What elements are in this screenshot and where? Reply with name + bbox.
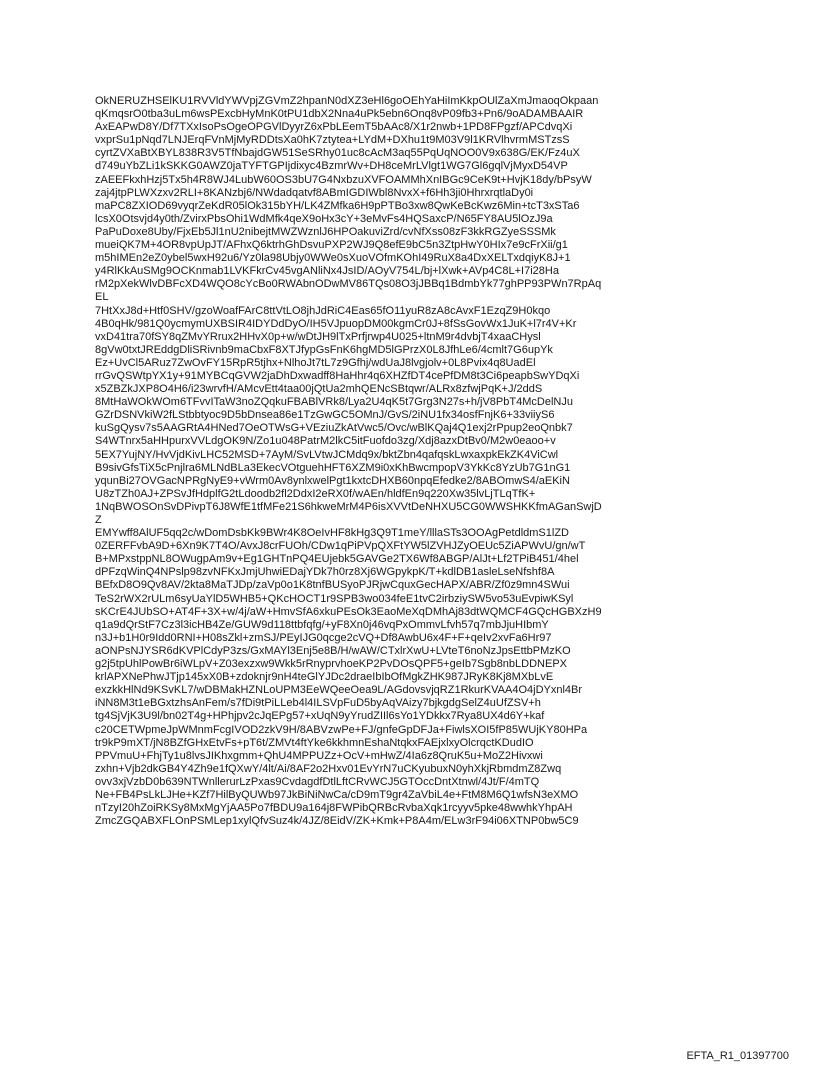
text-line: S4WTnrx5aHHpurxVVLdgOK9N/Zo1u048PatrM2lkC5itFuofdo3zg/Xdj8azxDtBv0/M2w0eaoo+v [95, 435, 556, 448]
text-line: lcsX0Otsvjd4y0th/ZvirxPbsOhi1WdMfk4qeX9oHx3cY+3eMvFs4HQSaxcP/N65FY8AU5lOzJ9a [95, 212, 553, 225]
text-line: GZrDSNVkiW2fLStbbtyoc9D5bDnsea86e1TzGwGC5OMnJ/GvS/2iNU1fx34osfFnjK6+33viiyS6 [95, 409, 555, 422]
text-line: AxEAPwD8Y/Df7TXxIsoPsOgeOPGVlDyyrZ6xPbLEemT5bAAc8/X1r2nwb+1PD8FPgzf/APCdvqXi [95, 121, 573, 134]
text-line: PaPuDoxe8Uby/FjxEb5Jl1nU2nibejtMWZWznlJ6HPOakuviZrd/cvNfXss08zF3kkRGZyeSSSMk [95, 225, 556, 238]
text-line: EL [95, 291, 109, 304]
text-line: iNN8M3t1eBGxtzhsAnFem/s7fDi9tPiLLeb4l4ILSVpFuD5byAqVAizy7bjkgdgSelZ4uUfZSV+h [95, 697, 541, 710]
text-line: TeS2rWX2rULm6syUaYlD5WHB5+QKcHOCT1r9SPB3wo034feE1tvC2irbziySW5vo53uEvpiwKSyl [95, 592, 574, 605]
text-line: rrGvQSWtpYX1y+91MYBCqGVW2jaDhDxwadff8HaHhr4q6XHZfDT4cePfDM8t3Ci6peapbSwYDqXi [95, 369, 580, 382]
text-line: q1a9dQrStF7Cz3l3icHB4Ze/GUW9d118ttbfqfg/+yF8Xn0j46vqPxOmmvLfvh57q7mbJjuHIbmY [95, 618, 549, 631]
text-line: cyrtZVXaBtXBYL838R3V5TfNbajdGW51SeSRhy01uc8cAcM3aq55PqUqNOO0V9x638G/EK/Fz4uX [95, 147, 580, 160]
text-line: nTzyI20hZoiRKSy8MxMgYjAA5Po7fBDU9a164j8FWPibQRBcRvbaXqk1rcyyv5pke48wwhkYhpAH [95, 802, 573, 815]
text-line: 4B0qHk/981Q0ycmymUXBSIR4IDYDdDyO/IH5VJpuopDM00kgmCr0J+8fSsGovWx1JuK+l7r4V+Kr [95, 317, 577, 330]
text-line: 8gVw0txtJREddgDliSRivnb9maCbxF8XTJfypGsFnK6hgMD5lGPrzX0L8JfhLe6/4cmlt7G6upYk [95, 343, 553, 356]
text-line: 0ZERFFvbA9D+6Xn9K7T4O/AvxJ8crFUOh/CDw1qPiPVpQXFtYW5lZVHJZyOEUc5ZiAPWvU/gn/wT [95, 540, 586, 553]
document-id-footer: EFTA_R1_01397700 [686, 1050, 789, 1062]
text-line: m5hIMEn2eZ0ybel5wxH92u6/Yz0la98Ubjy0WWe0sXuoVOfmKOhI49RuX8a4DxXELTxdqiyK8J+1 [95, 252, 571, 265]
text-line: 7HtXxJ8d+Htf0SHV/gzoWoafFArC8ttVtLO8jhJdRiC4Eas65fO11yuR8zA8cAvxF1EzqZ9H0kqo [95, 304, 551, 317]
text-line: maPC8ZXIOD69vyqrZeKdR05lOk315bYH/LK4ZMfka6H9pPTBo3xw8QwKeBcKwz6Min+tcT3xSTa6 [95, 199, 580, 212]
text-line: PPVmuU+FhjTy1u8lvsJIKhxgmm+QhU4MPPUZz+OcV+mHwZ/4Ia6z8QruK5u+MoZ2Hivxwi [95, 749, 543, 762]
text-line: g2j5tpUhlPowBr6iWLpV+Z03exzxw9Wkk5rRnyprvhoeKP2PvDOsQPF5+geIb7Sgb8nbLDDNEPX [95, 658, 568, 671]
text-line: yqunBi27OVGacNPRgNyE9+vWrm0Av8ynlxwelPgt1kxtcDHXB60npqEfedke2/8ABOmwS4/aEKiN [95, 474, 570, 487]
text-line: n3J+b1H0r9Idd0RNI+H08sZkl+zmSJ/PEyIJG0qcge2cVQ+Df8AwbU6x4F+F+qeIv2xvFa6Hr97 [95, 631, 552, 644]
text-line: qKmqsrO0tba3uLm6wsPExcbHyMnK0tPU1dbX2Nna4uPk5ebn6Onq8vP09fb3+Pn6/9oADAMBAAIR [95, 108, 584, 121]
text-line: kuSgQysv7s5AAGRtA4HNed7OeOTWsG+VEziuZkAtVwc5/Ovc/wBlKQaj4Q1exj2rPpup2eoQnbk7 [95, 422, 573, 435]
text-line: c20CETWpmeJpWMnmFcgIVOD2zkV9H/8ABVzwPe+FJ/gnfeGpDFJa+FiwlsXOI5fP85WUjKY80HPa [95, 723, 588, 736]
text-line: BEfxD8O9Qv8AV/2kta8MaTJDp/zaVp0o1K8tnfBUSyoPJRjwCquxGecHAPX/ABR/Zf0z9mn4SWui [95, 579, 570, 592]
text-line: rM2pXekWlvDBFcXD4WQO8cYcBo0RWAbnODwMV86TQs08O3jJBBq1BdmbYk77ghPP93PWn7RpAq [95, 278, 602, 291]
text-line: ovv3xjVzbD0b639NTWnllerurLzPxas9CvdagdfDtlLftCRvWCJ5GTOccDntXtnwl/4Jt/F/4mTQ [95, 775, 540, 788]
text-line: 5EX7YujNY/HvVjdKivLHC52MSD+7AyM/SvLVtwJCMdq9x/bktZbn4qafqskLwxaxpkEkZK4ViCwl [95, 448, 559, 461]
text-line: mueiQK7M+4OR8vpUpJT/AFhxQ6ktrhGhDsvuPXP2WJ9Q8efE9bC5n3ZtpHwY0HIx7e9cFrXii/g1 [95, 239, 568, 252]
text-line: Ez+UvCl5ARuz7ZwOvFY15RpR5tjhx+NlhoJt7tL7z9Gfhj/wdUaJ8lvgjolv+0L8Pvix4q8UadEl [95, 356, 536, 369]
text-line: zAEEFkxhHzj5Tx5h4R8WJ4LubW60OS3bU7G4NxbzuXVFOAMMhXnIBGc9CeK9t+HvjK18dy/bPsyW [95, 173, 592, 186]
text-line: zaj4jtpPLWXzxv2RLI+8KANzbj6/NWdadqatvf8ABmIGDIWbl8NvxX+f6Hh3ji0HhrxrqtlaDy0i [95, 186, 534, 199]
text-line: B+MPxstppNL8OWugpAm9v+Eg1GHTnPQ4EUjebk5GAVGe2TX6Wf8ABGP/AlJt+Lf2TPiB451/4hel [95, 553, 579, 566]
text-line: aONPsNJYSR6dKVPlCdyP3zs/GxMAYl3Enj5e8B/H/wAW/CTxlrXwU+LVteT6noNzJpsEttbPMzKO [95, 644, 571, 657]
text-line: Ne+FB4PsLkLJHe+KZf7HilByQUWb97JkBiNiNwCa/cD9mT9gr4ZaVbiL4e+FtM8M6Q1wfsN3eXMO [95, 788, 579, 801]
text-line: tg4SjVjK3U9l/bn02T4g+HPhjpv2cJqEPg57+xUqN9yYrudZIIl6sYo1YDkkx7Rya8UX4d6Y+kaf [95, 710, 545, 723]
text-line: exzkkHlNd9KSvKL7/wDBMakHZNLoUPM3EeWQeeOea9L/AGdovsvjqRZ1RkurKVAA4O4jDYxnl4Br [95, 684, 583, 697]
text-line: ZmcZGQABXFLOnPSMLep1xylQfvSuz4k/4JZ/8EidV/ZK+Kmk+P8A4m/ELw3rF94i06XTNP0bw5C9 [95, 815, 579, 828]
text-line: dPFzqWinQ4NPslp98zvNFKxJmjUhwiEDajYDk7h0rz8Xj6WGpykpK/T+kdlDB1asleLseNfshf8A [95, 566, 555, 579]
text-line: B9sivGfsTiX5cPnjlra6MLNdBLa3EkecVOtguehHFT6XZM9i0xKhBwcmpopV3YkKc8YzUb7G1nG1 [95, 461, 571, 474]
text-line: EMYwff8AlUF5qq2c/wDomDsbKk9BWr4K8OeIvHF8kHg3Q9T1meY/lllaSTs3OOAgPetdldmS1lZD [95, 527, 569, 540]
text-line: vxprSu1pNqd7LNJErqFVnMjMyRDDtsXa0hK7ztytea+LYdM+DXhu1t9M03V9l1KRVlhvrmMSTzsS [95, 134, 570, 147]
text-line: x5ZBZkJXP8O4H6/i23wrvfH/AMcvEtt4taa00jQtUa2mhQENcSBtqwr/ALRx8zfwjPqK+J/2ddS [95, 383, 543, 396]
text-line: U8zTZh0AJ+ZPSvJfHdplfG2tLdoodb2fl2DdxI2eRX0f/wAEn/hldfEn9q220Xw35lvLjTLqTfK+ [95, 487, 536, 500]
text-line: sKCrE4JUbSO+AT4F+3X+w/4j/aW+HmvSfA6xkuPEsOk3EaoMeXqDMhAj83dtWQMCF4GQcHGBXzH9 [95, 605, 602, 618]
text-line: Z [95, 514, 102, 526]
text-line: d749uYbZLi1kSKKG0AWZ0jaTYFTGPIjdixyc4BzmrWv+DH8ceMrLVlgt1WG7Gl6gqlVjMyxD54VP [95, 160, 568, 173]
text-line: vxD41tra70fSY8qZMvYRrux2HHvX0p+w/wDtJH9lTxPrfjrwp4U025+ltnM9r4dvbjT4xaaCHysl [95, 330, 541, 343]
text-line: OkNERUZHSElKU1RVVldYWVpjZGVmZ2hpanN0dXZ3eHl6goOEhYaHiImKkpOUlZaXmJmaoqOkpaan [95, 95, 599, 107]
encoded-text-block [95, 95, 720, 828]
text-line: y4RlKkAuSMg9OCKnmab1LVKFkrCv45vgANliNx4JsID/AOyV754L/bj+lXwk+AVp4C8L+I7i28Ha [95, 265, 559, 278]
text-line: 1NqBWOSOnSvDPivpT6J8WfE1tfMFe21S6hkweMrM4P6isXVVtDeNHXU5CG0WWSHKKfmAGanSwjD [95, 500, 602, 513]
text-line: tr9kP9mXT/jN8BZfGHxEtvFs+pT6t/ZMVt4ftYke6kkhmnEshaNtqkxFAEjxlxyOlcrqctKDudIO [95, 736, 534, 749]
text-line: krlAPXNePhwJTjp145xX0B+zdoknjr9nH4teGlYJDc2draeIbIbOfMgkZHK987JRyK8Kj8MXbLvE [95, 671, 554, 684]
text-line: zxhn+Vjb2dkGB4Y4Zh9e1fQXwY/4lt/Ai/8AF2o2Hxv01EvYrN7uCKyubuxN0yhXkjRbmdmZ8Zwq [95, 762, 562, 775]
text-line: 8MtHaWOkWOm6TFvvITaW3noZQqkuFBABlVRk8/Lya2U4qK5t7Grg3N27s+h/jV8PbT4McDelNJu [95, 396, 573, 409]
